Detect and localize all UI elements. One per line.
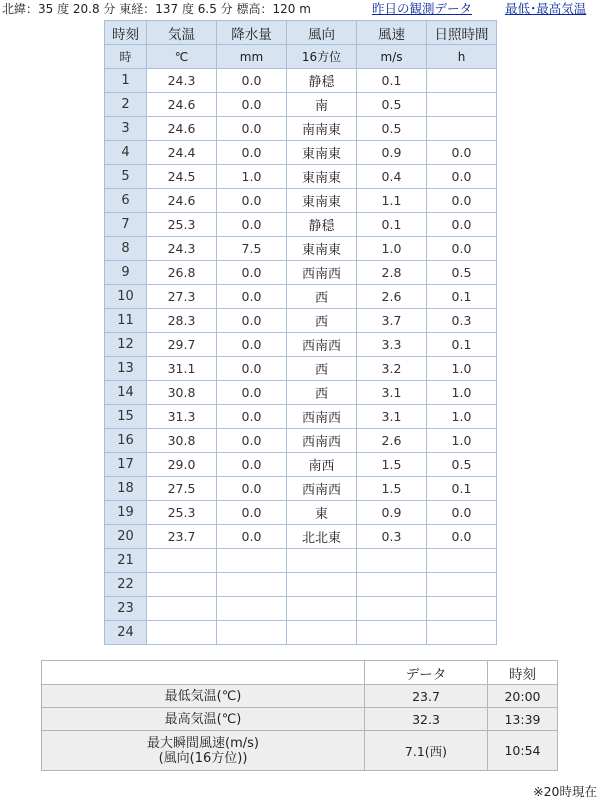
- hour-cell: 9: [105, 261, 147, 285]
- summary-header-data: データ: [365, 661, 488, 685]
- wind-speed-cell: 3.3: [357, 333, 427, 357]
- precipitation-cell: 0.0: [217, 261, 287, 285]
- wind-speed-cell: 1.5: [357, 477, 427, 501]
- wind-direction-cell: 東南東: [287, 141, 357, 165]
- hour-cell: 13: [105, 357, 147, 381]
- max-gust-label: [42, 731, 365, 771]
- table-row: [105, 357, 497, 381]
- precipitation-cell: 0.0: [217, 309, 287, 333]
- precipitation-cell: 0.0: [217, 453, 287, 477]
- temperature-cell: [147, 573, 217, 597]
- wind-speed-cell: 3.1: [357, 381, 427, 405]
- wind-direction-cell: 東南東: [287, 165, 357, 189]
- sunshine-cell: 0.0: [427, 141, 497, 165]
- hour-cell: 15: [105, 405, 147, 429]
- table-row: [105, 477, 497, 501]
- temperature-cell: 31.1: [147, 357, 217, 381]
- units-row: [105, 45, 497, 69]
- hour-cell: 7: [105, 213, 147, 237]
- sunshine-cell: [427, 621, 497, 645]
- wind-direction-cell: 静穏: [287, 69, 357, 93]
- sunshine-cell: 1.0: [427, 381, 497, 405]
- hour-cell: 1: [105, 69, 147, 93]
- sunshine-cell: 0.1: [427, 285, 497, 309]
- wind-direction-cell: [287, 597, 357, 621]
- wind-speed-cell: 0.5: [357, 93, 427, 117]
- table-row: [105, 381, 497, 405]
- wind-speed-cell: 0.9: [357, 141, 427, 165]
- table-row: [105, 261, 497, 285]
- wind-direction-cell: 北北東: [287, 525, 357, 549]
- hour-cell: 2: [105, 93, 147, 117]
- temperature-cell: 27.3: [147, 285, 217, 309]
- unit-temperature: ℃: [147, 45, 217, 69]
- sunshine-cell: 0.1: [427, 477, 497, 501]
- precipitation-cell: 0.0: [217, 141, 287, 165]
- hour-cell: 4: [105, 141, 147, 165]
- summary-row-max-gust: [42, 731, 558, 771]
- wind-direction-cell: 南西: [287, 453, 357, 477]
- wind-speed-cell: 0.1: [357, 213, 427, 237]
- col-header-time: 時刻: [105, 21, 147, 45]
- max-temp-value: 32.3: [365, 708, 488, 731]
- precipitation-cell: [217, 621, 287, 645]
- temperature-cell: 29.7: [147, 333, 217, 357]
- temperature-cell: 25.3: [147, 501, 217, 525]
- wind-speed-cell: 0.5: [357, 117, 427, 141]
- sunshine-cell: 1.0: [427, 429, 497, 453]
- temperature-cell: 30.8: [147, 429, 217, 453]
- sunshine-cell: 0.3: [427, 309, 497, 333]
- summary-header-time: 時刻: [488, 661, 558, 685]
- sunshine-cell: 0.0: [427, 501, 497, 525]
- summary-row-min-temp: [42, 685, 558, 708]
- table-row: [105, 453, 497, 477]
- wind-direction-cell: 西: [287, 357, 357, 381]
- unit-precipitation: mm: [217, 45, 287, 69]
- hour-cell: 18: [105, 477, 147, 501]
- temperature-cell: 24.3: [147, 237, 217, 261]
- precipitation-cell: 0.0: [217, 357, 287, 381]
- table-row: [105, 93, 497, 117]
- min-max-temp-link[interactable]: 最低･最高気温: [505, 1, 587, 16]
- col-header-sunshine: 日照時間: [427, 21, 497, 45]
- sunshine-cell: 0.0: [427, 525, 497, 549]
- precipitation-cell: [217, 573, 287, 597]
- temperature-cell: [147, 549, 217, 573]
- hour-cell: 24: [105, 621, 147, 645]
- precipitation-cell: 0.0: [217, 405, 287, 429]
- wind-direction-cell: 西南西: [287, 333, 357, 357]
- daily-summary-table: [41, 660, 558, 771]
- summary-header-blank: [42, 661, 365, 685]
- min-temp-label: 最低気温(℃): [42, 685, 365, 708]
- table-row: [105, 573, 497, 597]
- wind-speed-cell: 1.1: [357, 189, 427, 213]
- temperature-cell: 24.3: [147, 69, 217, 93]
- wind-direction-cell: 西: [287, 309, 357, 333]
- sunshine-cell: [427, 597, 497, 621]
- table-row: [105, 117, 497, 141]
- wind-speed-cell: [357, 621, 427, 645]
- hour-cell: 12: [105, 333, 147, 357]
- sunshine-cell: [427, 93, 497, 117]
- table-row: [105, 429, 497, 453]
- wind-speed-cell: 3.1: [357, 405, 427, 429]
- precipitation-cell: 1.0: [217, 165, 287, 189]
- summary-row-max-temp: [42, 708, 558, 731]
- unit-wind-direction: 16方位: [287, 45, 357, 69]
- wind-direction-cell: [287, 549, 357, 573]
- max-gust-time: 10:54: [488, 731, 558, 771]
- max-gust-label-line2: (風向(16方位)): [158, 750, 248, 766]
- sunshine-cell: [427, 117, 497, 141]
- temperature-cell: 28.3: [147, 309, 217, 333]
- sunshine-cell: [427, 573, 497, 597]
- table-row: [105, 285, 497, 309]
- wind-speed-cell: [357, 597, 427, 621]
- summary-header-row: [42, 661, 558, 685]
- sunshine-cell: 1.0: [427, 357, 497, 381]
- as-of-note: ※20時現在: [533, 784, 597, 799]
- sunshine-cell: 0.0: [427, 237, 497, 261]
- station-location: 北緯：35 度 20.8 分 東経：137 度 6.5 分 標高：120 m: [2, 2, 311, 16]
- wind-speed-cell: 2.6: [357, 285, 427, 309]
- precipitation-cell: 7.5: [217, 237, 287, 261]
- wind-direction-cell: 東南東: [287, 237, 357, 261]
- precipitation-cell: 0.0: [217, 333, 287, 357]
- table-row: [105, 597, 497, 621]
- sunshine-cell: 0.0: [427, 165, 497, 189]
- hour-cell: 23: [105, 597, 147, 621]
- wind-speed-cell: 2.6: [357, 429, 427, 453]
- precipitation-cell: 0.0: [217, 477, 287, 501]
- col-header-precipitation: 降水量: [217, 21, 287, 45]
- temperature-cell: 26.8: [147, 261, 217, 285]
- table-row: [105, 69, 497, 93]
- station-info-bar: [2, 0, 601, 18]
- temperature-cell: 31.3: [147, 405, 217, 429]
- sunshine-cell: 0.5: [427, 261, 497, 285]
- sunshine-cell: [427, 549, 497, 573]
- wind-direction-cell: 西南西: [287, 429, 357, 453]
- wind-direction-cell: 南: [287, 93, 357, 117]
- wind-direction-cell: 西南西: [287, 477, 357, 501]
- yesterday-data-link[interactable]: 昨日の観測データ: [372, 1, 473, 16]
- temperature-cell: 23.7: [147, 525, 217, 549]
- temperature-cell: 25.3: [147, 213, 217, 237]
- table-row: [105, 621, 497, 645]
- precipitation-cell: 0.0: [217, 69, 287, 93]
- wind-direction-cell: 東南東: [287, 189, 357, 213]
- table-row: [105, 213, 497, 237]
- temperature-cell: 30.8: [147, 381, 217, 405]
- wind-speed-cell: 1.5: [357, 453, 427, 477]
- precipitation-cell: 0.0: [217, 525, 287, 549]
- hour-cell: 5: [105, 165, 147, 189]
- temperature-cell: 27.5: [147, 477, 217, 501]
- max-temp-label: 最高気温(℃): [42, 708, 365, 731]
- hour-cell: 8: [105, 237, 147, 261]
- wind-speed-cell: 3.7: [357, 309, 427, 333]
- precipitation-cell: 0.0: [217, 381, 287, 405]
- wind-speed-cell: 0.1: [357, 69, 427, 93]
- min-temp-value: 23.7: [365, 685, 488, 708]
- precipitation-cell: 0.0: [217, 117, 287, 141]
- table-row: [105, 165, 497, 189]
- hour-cell: 19: [105, 501, 147, 525]
- wind-speed-cell: 0.9: [357, 501, 427, 525]
- wind-direction-cell: 西南西: [287, 405, 357, 429]
- unit-wind-speed: m/s: [357, 45, 427, 69]
- temperature-cell: 24.5: [147, 165, 217, 189]
- precipitation-cell: 0.0: [217, 213, 287, 237]
- table-row: [105, 501, 497, 525]
- temperature-cell: 24.6: [147, 117, 217, 141]
- wind-speed-cell: 0.3: [357, 525, 427, 549]
- hour-cell: 10: [105, 285, 147, 309]
- wind-direction-cell: 西: [287, 381, 357, 405]
- max-gust-value: 7.1(西): [365, 731, 488, 771]
- precipitation-cell: 0.0: [217, 189, 287, 213]
- table-row: [105, 525, 497, 549]
- sunshine-cell: 1.0: [427, 405, 497, 429]
- temperature-cell: [147, 597, 217, 621]
- max-temp-time: 13:39: [488, 708, 558, 731]
- sunshine-cell: 0.0: [427, 189, 497, 213]
- wind-speed-cell: 0.4: [357, 165, 427, 189]
- hour-cell: 3: [105, 117, 147, 141]
- wind-speed-cell: [357, 573, 427, 597]
- precipitation-cell: 0.0: [217, 501, 287, 525]
- wind-direction-cell: 静穏: [287, 213, 357, 237]
- wind-direction-cell: [287, 621, 357, 645]
- wind-direction-cell: 南南東: [287, 117, 357, 141]
- min-temp-time: 20:00: [488, 685, 558, 708]
- sunshine-cell: 0.5: [427, 453, 497, 477]
- hour-cell: 21: [105, 549, 147, 573]
- hour-cell: 16: [105, 429, 147, 453]
- precipitation-cell: 0.0: [217, 93, 287, 117]
- table-row: [105, 549, 497, 573]
- temperature-cell: 24.6: [147, 93, 217, 117]
- table-row: [105, 189, 497, 213]
- precipitation-cell: 0.0: [217, 285, 287, 309]
- hourly-table-body: [105, 69, 497, 645]
- hour-cell: 11: [105, 309, 147, 333]
- hour-cell: 17: [105, 453, 147, 477]
- header-row: [105, 21, 497, 45]
- table-row: [105, 141, 497, 165]
- temperature-cell: 24.4: [147, 141, 217, 165]
- wind-speed-cell: [357, 549, 427, 573]
- wind-direction-cell: [287, 573, 357, 597]
- precipitation-cell: [217, 597, 287, 621]
- temperature-cell: 24.6: [147, 189, 217, 213]
- wind-speed-cell: 3.2: [357, 357, 427, 381]
- precipitation-cell: [217, 549, 287, 573]
- precipitation-cell: 0.0: [217, 429, 287, 453]
- wind-direction-cell: 西南西: [287, 261, 357, 285]
- table-row: [105, 309, 497, 333]
- wind-speed-cell: 2.8: [357, 261, 427, 285]
- hourly-observation-table: [104, 20, 497, 645]
- sunshine-cell: 0.1: [427, 333, 497, 357]
- unit-time: 時: [105, 45, 147, 69]
- wind-speed-cell: 1.0: [357, 237, 427, 261]
- table-row: [105, 237, 497, 261]
- table-row: [105, 333, 497, 357]
- hour-cell: 22: [105, 573, 147, 597]
- sunshine-cell: [427, 69, 497, 93]
- hour-cell: 20: [105, 525, 147, 549]
- max-gust-label-line1: 最大瞬間風速(m/s): [147, 735, 259, 751]
- hour-cell: 6: [105, 189, 147, 213]
- temperature-cell: [147, 621, 217, 645]
- hour-cell: 14: [105, 381, 147, 405]
- wind-direction-cell: 西: [287, 285, 357, 309]
- col-header-temperature: 気温: [147, 21, 217, 45]
- unit-sunshine: h: [427, 45, 497, 69]
- wind-direction-cell: 東: [287, 501, 357, 525]
- col-header-wind-direction: 風向: [287, 21, 357, 45]
- table-row: [105, 405, 497, 429]
- col-header-wind-speed: 風速: [357, 21, 427, 45]
- temperature-cell: 29.0: [147, 453, 217, 477]
- sunshine-cell: 0.0: [427, 213, 497, 237]
